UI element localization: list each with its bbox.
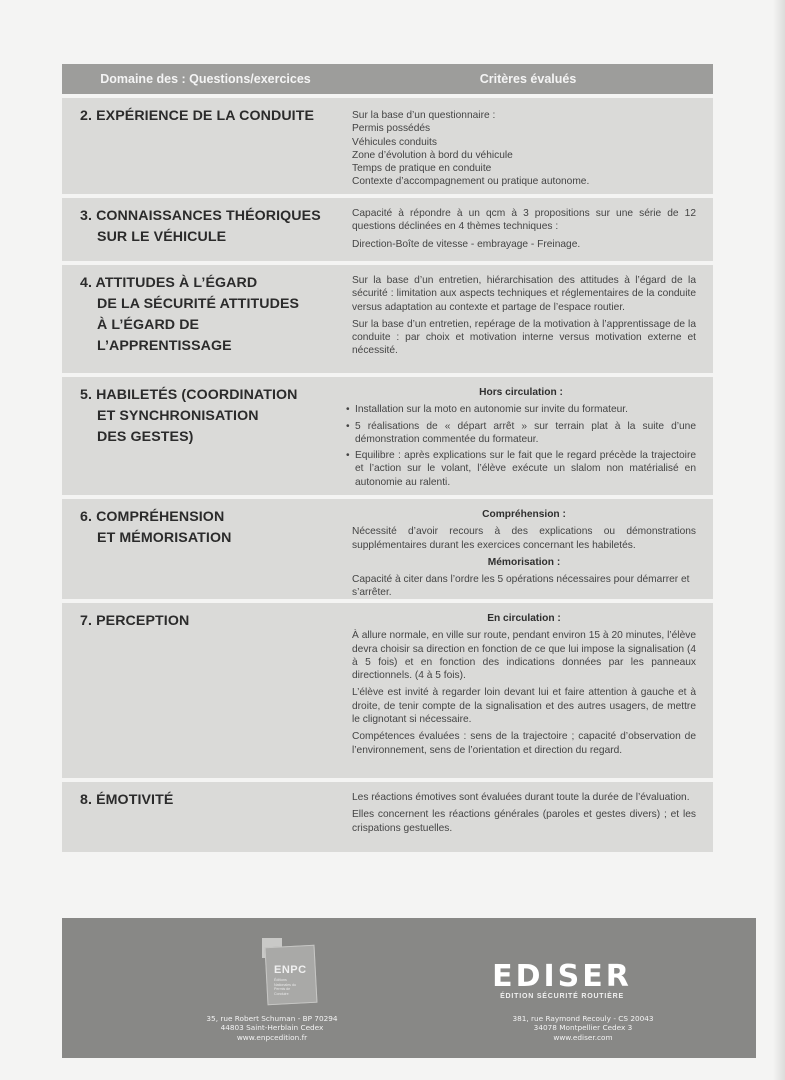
enpc-website-link[interactable]: www.enpcedition.fr <box>236 1032 308 1042</box>
ediser-address <box>468 1014 698 1042</box>
criteria-subtitle: Compréhension : <box>482 509 566 520</box>
criteria-paragraph: Compétences évaluées : sens de la trajectoire ; capacité d’observation de l’environnement, sens de l’orientation et direction du regard. <box>352 731 696 756</box>
domain-title: 8. ÉMOTIVITÉ <box>80 792 174 808</box>
criteria-line: Permis possédés <box>352 123 431 135</box>
enpc-address-street: 35, rue Robert Schuman - BP 70294 <box>206 1014 338 1023</box>
domain-title: 4. ATTITUDES À L’ÉGARD <box>80 275 258 291</box>
criteria-paragraph: Capacité à citer dans l’ordre les 5 opérations nécessaires pour démarrer et s’arrêter. <box>352 574 690 599</box>
table-row <box>62 377 713 495</box>
enpc-address-city: 44803 Saint-Herblain Cedex <box>220 1023 324 1033</box>
ediser-website-link[interactable]: www.ediser.com <box>553 1032 613 1042</box>
criteria-paragraph: Sur la base d’un entretien, hiérarchisation des attitudes à l’égard de la sécurité : limitation aux aspects techniques et réglementaires de la conduite versus adaptation au contexte et partage de l’espace routier. <box>352 275 696 313</box>
enpc-logo-subtext: Éditions Nationales du Permis de Conduire <box>274 978 296 996</box>
criteria-bullet: • Equilibre : après explications sur le fait que le regard précède la trajectoire et l’action sur le volant, l’élève exécute un slalom non matérialisé en autonomie au ralenti. <box>346 449 696 489</box>
criteria-paragraph: Sur la base d’un entretien, repérage de la motivation à l’apprentissage de la conduite : par choix et motivation interne versus motivation externe et nécessité. <box>352 318 696 357</box>
criteria-cell <box>330 265 713 373</box>
publisher-footer <box>62 918 756 1058</box>
criteria-cell <box>330 782 713 852</box>
criteria-cell <box>330 377 713 495</box>
domain-cell <box>62 198 330 261</box>
table-row <box>62 98 713 194</box>
domain-title: 3. CONNAISSANCES THÉORIQUES <box>80 208 321 224</box>
criteria-line: Véhicules conduits <box>352 136 437 148</box>
domain-cell <box>62 603 330 778</box>
criteria-paragraph: Direction-Boîte de vitesse - embrayage - Freinage. <box>352 238 581 250</box>
criteria-bullet: • Installation sur la moto en autonomie sur invite du formateur. <box>346 403 696 416</box>
ediser-address-city: 34078 Montpellier Cedex 3 <box>533 1023 633 1033</box>
criteria-subtitle: En circulation : <box>487 613 561 624</box>
criteria-subtitle: Mémorisation : <box>487 556 561 568</box>
domain-title-cont: DES GESTES) <box>97 429 194 445</box>
table-row <box>62 198 713 261</box>
criteria-intro: Sur la base d’un questionnaire : <box>352 110 496 121</box>
criteria-paragraph: Les réactions émotives sont évaluées durant toute la durée de l’évaluation. <box>352 792 690 803</box>
criteria-line: Contexte d’accompagnement ou pratique autonome. <box>352 176 590 188</box>
domain-title: 6. COMPRÉHENSION <box>80 509 225 525</box>
domain-title-cont: DE LA SÉCURITÉ ATTITUDES <box>97 296 300 312</box>
domain-cell <box>62 98 330 194</box>
criteria-paragraph: À allure normale, en ville sur route, pendant environ 15 à 20 minutes, l’élève devra choisir sa direction en fonction de ce que lui impose la signalisation (4 à 5 fois) et en fonction des indications données par les panneaux directionnels. (4 à 5 fois). <box>352 630 696 682</box>
criteria-paragraph: L’élève est invité à regarder loin devant lui et faire attention à gauche et à droite, de tenir compte de la signalisation et des autres usagers, de mettre le clignotant si nécessaire. <box>352 687 696 726</box>
criteria-line: Zone d’évolution à bord du véhicule <box>352 149 513 161</box>
enpc-logo-text: ENPC <box>274 964 307 976</box>
domain-title: 2. EXPÉRIENCE DE LA CONDUITE <box>80 108 315 124</box>
ediser-tagline: ÉDITION SÉCURITÉ ROUTIÈRE <box>500 993 624 1000</box>
enpc-logo <box>262 938 316 1002</box>
domain-cell <box>62 499 330 599</box>
table-row <box>62 265 713 373</box>
criteria-line: Temps de pratique en conduite <box>352 163 492 175</box>
criteria-cell <box>330 98 713 194</box>
enpc-address <box>172 1014 372 1042</box>
criteria-subtitle: Hors circulation : <box>479 387 563 398</box>
criteria-paragraph: Elles concernent les réactions générales (paroles et gestes divers) ; et les crispations gestuelles. <box>352 809 696 834</box>
evaluation-table <box>62 64 713 852</box>
domain-title-cont: ET MÉMORISATION <box>97 530 232 546</box>
table-row <box>62 603 713 778</box>
criteria-cell <box>330 198 713 261</box>
table-header <box>62 64 713 94</box>
criteria-paragraph: Nécessité d’avoir recours à des explications ou démonstrations supplémentaires durant les exercices concernant les habiletés. <box>352 526 696 551</box>
domain-cell <box>62 265 330 373</box>
domain-title: 7. PERCEPTION <box>80 613 190 629</box>
criteria-cell <box>330 603 713 778</box>
header-criteria: Critères évalués <box>479 72 577 86</box>
ediser-address-street: 381, rue Raymond Recouly - CS 20043 <box>512 1014 654 1023</box>
criteria-paragraph: Capacité à répondre à un qcm à 3 propositions sur une série de 12 questions déclinées en 4 thèmes techniques : <box>352 208 696 233</box>
table-row <box>62 499 713 599</box>
domain-title: 5. HABILETÉS (COORDINATION <box>80 387 298 403</box>
page-edge-shadow <box>773 0 785 1080</box>
ediser-brand: EDISER <box>492 959 632 994</box>
criteria-cell <box>330 499 713 599</box>
domain-cell <box>62 377 330 495</box>
header-domain: Domaine des : Questions/exercices <box>100 72 311 86</box>
domain-title-cont: À L’ÉGARD DE L’APPRENTISSAGE <box>97 317 232 354</box>
table-row <box>62 782 713 852</box>
domain-cell <box>62 782 330 852</box>
criteria-bullet: • 5 réalisations de « départ arrêt » sur terrain plat à la suite d’une démonstration commentée du formateur. <box>346 420 696 447</box>
ediser-logo <box>482 959 642 1000</box>
domain-title-cont: ET SYNCHRONISATION <box>97 408 259 424</box>
domain-title-cont: SUR LE VÉHICULE <box>97 229 227 245</box>
